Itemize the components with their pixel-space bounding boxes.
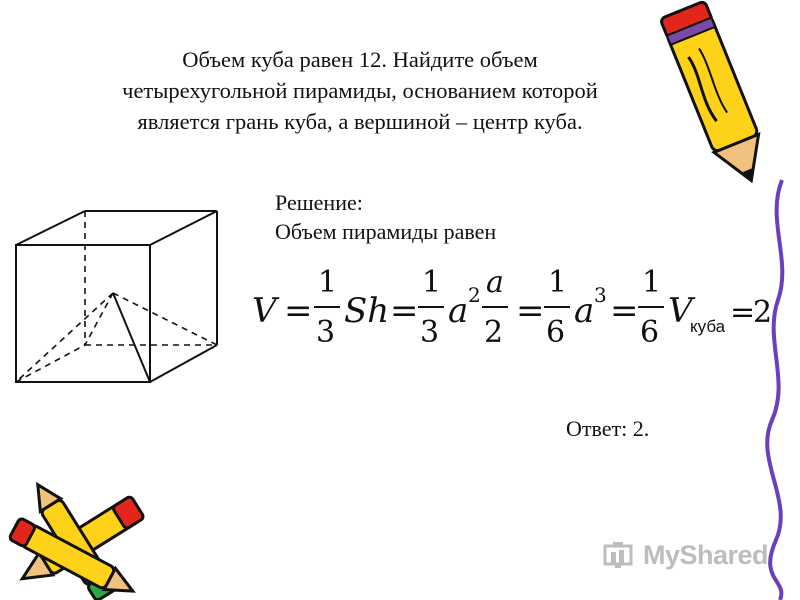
cube-figure: [10, 205, 235, 390]
cube-edge-top-left: [16, 211, 85, 245]
formula-eq-3: =: [516, 291, 545, 331]
frac4-den: 6: [546, 315, 566, 350]
frac3-num: a: [486, 265, 504, 300]
pencil-icon: [660, 0, 780, 190]
frac4-num: 1: [548, 265, 568, 300]
volume-formula: [250, 262, 773, 354]
pyramid-edge-3: [113, 293, 217, 345]
cube-front-face: [16, 245, 150, 382]
pyramid-edge-4: [113, 293, 150, 382]
formula-exp-3: 3: [594, 283, 607, 307]
problem-line-3: является грань куба, а вершиной – центр куба.: [137, 109, 583, 134]
frac3-den: 2: [484, 315, 504, 350]
logo-text: MyShared: [643, 539, 769, 570]
myshared-logo: [603, 535, 778, 575]
formula-eq-2: =: [390, 291, 419, 331]
formula-eq-5: =: [730, 295, 756, 330]
formula-eq-1: =: [284, 291, 313, 331]
problem-line-1: Объем куба равен 12. Найдите объем: [182, 47, 538, 72]
formula-result: 2: [753, 295, 773, 330]
formula-lhs: V: [252, 291, 277, 331]
formula-a-1: a: [448, 291, 469, 331]
pyramid-edge-2: [85, 293, 113, 345]
cube-edge-top-right: [150, 211, 217, 245]
frac5-num: 1: [642, 265, 662, 300]
formula-a-2: a: [574, 291, 595, 331]
formula-sub: куба: [690, 317, 726, 336]
cube-edge-bottom-right: [150, 345, 217, 382]
problem-statement: [60, 44, 660, 137]
frac2-den: 3: [420, 315, 440, 350]
pyramid-edge-1: [16, 293, 113, 382]
formula-V: V: [668, 291, 693, 331]
cube-hidden-bottom-left: [16, 345, 85, 382]
frac1-num: 1: [318, 265, 338, 300]
frac2-num: 1: [422, 265, 442, 300]
solution-heading: Решение:: [275, 190, 363, 215]
myshared-logo-icon: [603, 540, 637, 570]
frac5-den: 6: [640, 315, 660, 350]
solution-text: Объем пирамиды равен: [275, 219, 497, 244]
answer-text: Ответ: 2.: [566, 416, 650, 441]
formula-exp-2: 2: [468, 283, 481, 307]
formula-Sh: Sh: [344, 291, 390, 331]
frac1-den: 3: [316, 315, 336, 350]
formula-eq-4: =: [610, 291, 639, 331]
pencil-icon: [0, 480, 175, 600]
problem-line-2: четырехугольной пирамиды, основанием которой: [122, 78, 598, 103]
